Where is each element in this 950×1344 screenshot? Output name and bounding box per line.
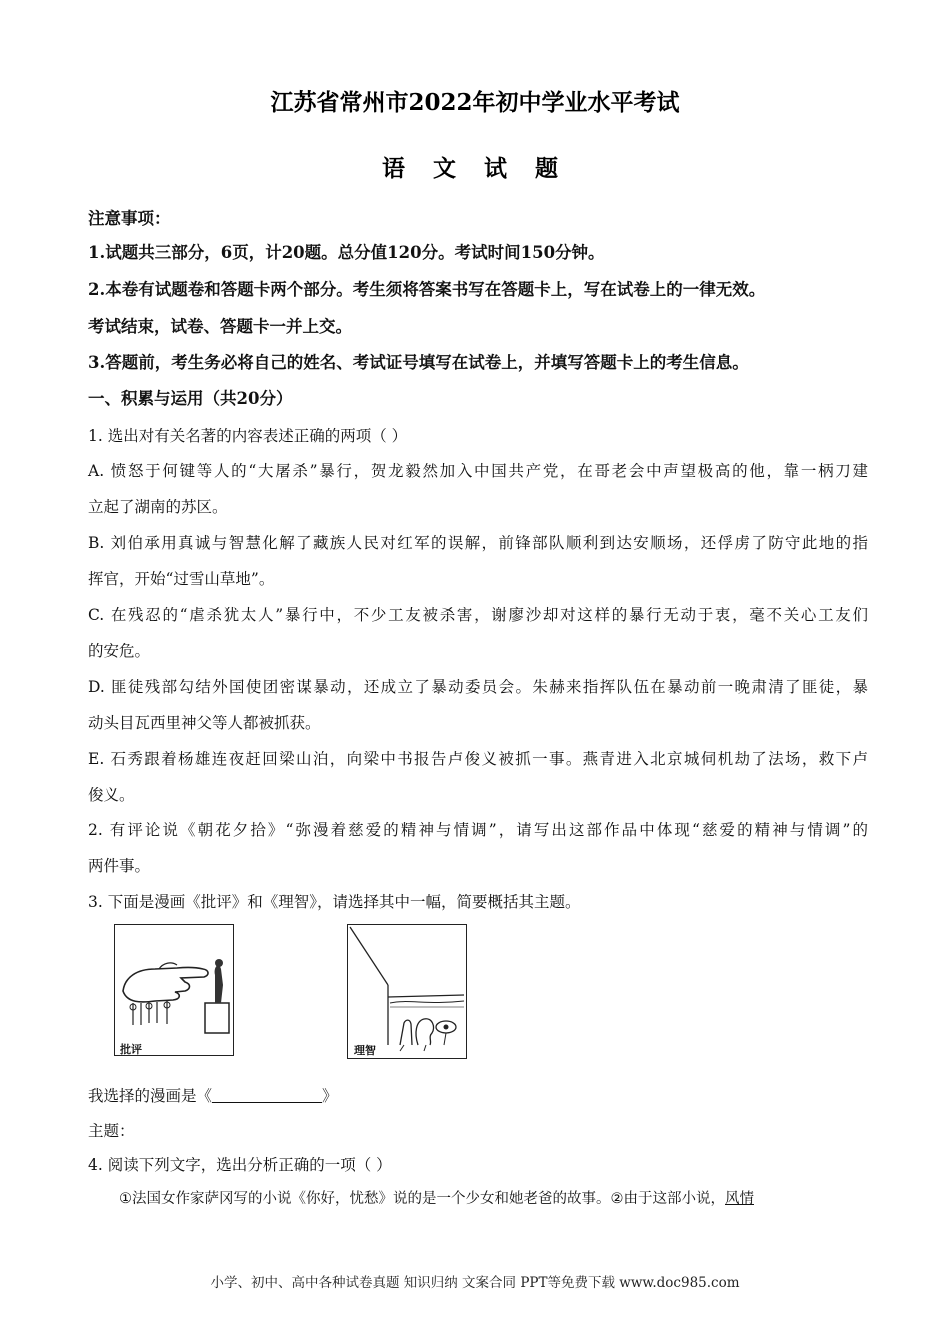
q3-choice-suffix: 》 bbox=[322, 1087, 338, 1105]
q1-option-c: C. 在残忍的“虐杀犹太人”暴行中，不少工友被杀害，谢廖沙却对这样的暴行无动于衷，毫不关心工友们 bbox=[88, 606, 868, 624]
q3-stem: 3. 下面是漫画《批评》和《理智》，请选择其中一幅，简要概括其主题。 bbox=[88, 893, 581, 911]
q2-stem-cont: 两件事。 bbox=[88, 857, 151, 875]
q4-passage bbox=[119, 1189, 859, 1209]
q4-passage-text: ①法国女作家萨冈写的小说《你好，忧愁》说的是一个少女和她老爸的故事。②由于这部小说， bbox=[119, 1191, 725, 1207]
q1-option-a: A. 愤怒于何键等人的“大屠杀”暴行，贺龙毅然加入中国共产党，在哥老会中声望极高的他，靠一柄刀建 bbox=[88, 462, 868, 480]
q1-option-c-cont: 的安危。 bbox=[88, 642, 151, 660]
notice-item-1: 1.试题共三部分，6页，计20题。总分值120分。考试时间150分钟。 bbox=[88, 243, 605, 262]
q1-option-a-cont: 立起了湖南的苏区。 bbox=[88, 498, 228, 516]
q4-passage-underlined: 风情 bbox=[725, 1191, 754, 1207]
q4-stem: 4. 阅读下列文字，选出分析正确的一项（ ） bbox=[88, 1156, 392, 1174]
cartoon-reason bbox=[347, 924, 467, 1059]
q3-choice-blank[interactable] bbox=[212, 1087, 322, 1103]
section-1-heading: 一、积累与运用（共20分） bbox=[88, 389, 293, 408]
notice-heading: 注意事项： bbox=[88, 209, 171, 228]
exam-title: 江苏省常州市2022年初中学业水平考试 bbox=[270, 89, 680, 116]
q1-option-e: E. 石秀跟着杨雄连夜赶回梁山泊，向梁中书报告卢俊义被抓一事。燕青进入北京城伺机劫了法场，救下卢 bbox=[88, 750, 868, 768]
q3-choice-prefix: 我选择的漫画是《 bbox=[88, 1087, 213, 1105]
pointing-hand-drawing bbox=[115, 925, 233, 1055]
q1-option-d: D. 匪徒残部勾结外国使团密谋暴动，还成立了暴动委员会。朱赫来指挥队伍在暴动前一晚肃清了匪徒，暴 bbox=[88, 678, 868, 696]
page-footer: 小学、初中、高中各种试卷真题 知识归纳 文案合同 PPT等免费下载 www.doc985.com bbox=[210, 1275, 740, 1291]
notice-item-3: 3.答题前，考生务必将自己的姓名、考试证号填写在试卷上，并填写答题卡上的考生信息。 bbox=[88, 353, 749, 372]
cartoon-reason-caption: 理智 bbox=[354, 1044, 376, 1057]
q1-option-d-cont: 动头目瓦西里神父等人都被抓获。 bbox=[88, 714, 321, 732]
q3-theme-label: 主题： bbox=[88, 1122, 135, 1140]
subject-title: 语 文 试 题 bbox=[381, 155, 569, 182]
notice-item-2-cont: 考试结束，试卷、答题卡一并上交。 bbox=[88, 317, 352, 336]
q1-option-e-cont: 俊义。 bbox=[88, 786, 135, 804]
cartoon-criticism-caption: 批评 bbox=[120, 1043, 142, 1056]
q1-stem: 1. 选出对有关名著的内容表述正确的两项（ ） bbox=[88, 427, 408, 445]
q3-choice-line bbox=[88, 1086, 868, 1106]
cartoon-criticism bbox=[114, 924, 234, 1056]
q1-option-b-cont: 挥官，开始“过雪山草地”。 bbox=[88, 570, 275, 588]
notice-item-2: 2.本卷有试题卷和答题卡两个部分。考生须将答案书写在答题卡上，写在试卷上的一律无效。 bbox=[88, 280, 766, 299]
q2-stem: 2. 有评论说《朝花夕拾》“弥漫着慈爱的精神与情调”，请写出这部作品中体现“慈爱的精神与情调”的 bbox=[88, 821, 868, 839]
q1-option-b: B. 刘伯承用真诚与智慧化解了藏族人民对红军的误解，前锋部队顺利到达安顺场，还俘虏了防守此地的指 bbox=[88, 534, 868, 552]
reason-drawing bbox=[348, 925, 466, 1058]
